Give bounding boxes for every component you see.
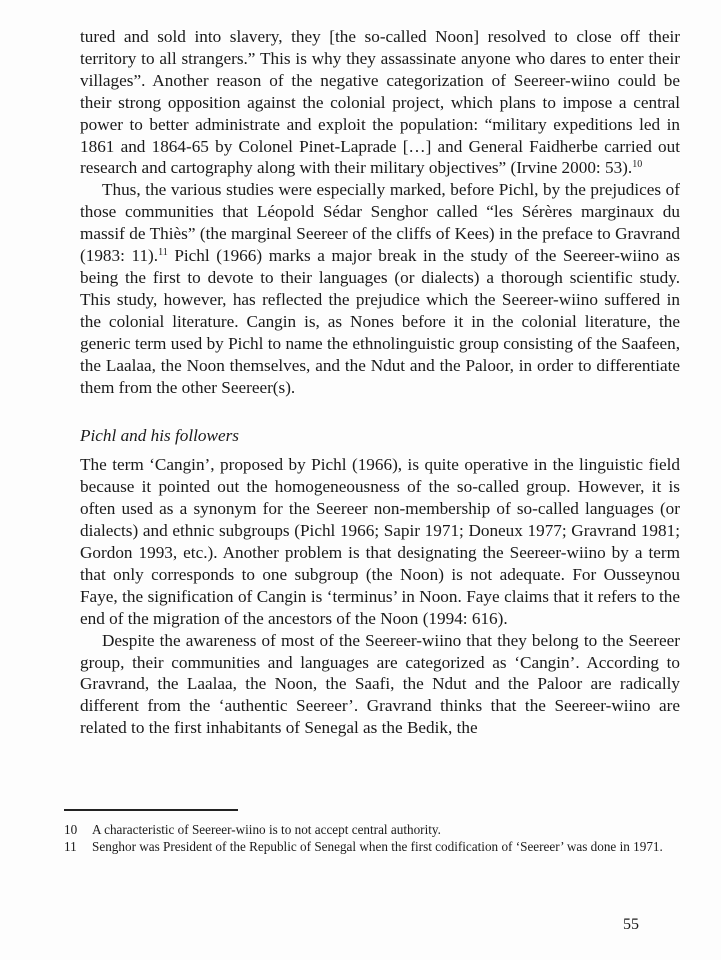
book-page — [64, 26, 680, 855]
footnote-text: Senghor was President of the Republic of Senegal when the first codification of ‘Seereer’ was done in 1971. — [92, 838, 663, 854]
page-number: 55 — [623, 916, 639, 933]
paragraph-pichl-break — [80, 179, 680, 398]
paragraph-text: tured and sold into slavery, they [the so-called Noon] resolved to close off their territory to all strangers.” This is why they assassinate anyone who dares to enter their villages”. Another reason of the negative categorization of Seereer-wiino could be their strong opposition against the colonial project, which plans to impose a central power to better administrate and exploit the population: “military expeditions led in 1861 and 1864-65 by Colonel Pinet-Laprade […] and General Faidherbe carried out research and cartography along with their military objectives” (Irvine 2000: 53). — [80, 27, 680, 178]
footnote-11 — [64, 838, 680, 855]
paragraph-text: Pichl (1966) marks a major break in the study of the Seereer-wiino as being the first to devote to their languages (or dialects) a thorough scientific study. This study, however, has reflected the prejudice which the Seereer-wiino suffered in the colonial literature. Cangin is, as Nones before it in the colonial literature, the generic term used by Pichl to name the ethnolinguistic group consisting of the Saafeen, the Laalaa, the Noon themselves, and the Ndut and the Paloor, in order to differentiate them from the other Seereer(s). — [80, 246, 680, 397]
paragraph-gravrand: Despite the awareness of most of the Seereer-wiino that they belong to the Seereer group, their communities and languages are categorized as ‘Cangin’. According to Gravrand, the Laalaa, the Noon, the Saafi, the Ndut and the Paloor are radically different from the ‘authentic Seereer’. Gravrand thinks that the Seereer-wiino are related to the first inhabitants of Senegal as the Bedik, the — [80, 630, 680, 738]
footnote-ref-11[interactable]: 11 — [158, 247, 168, 259]
paragraph-text: Thus, the various studies were especially marked, before Pichl, by the prejudices of those communities that Léopold Sédar Senghor called “les Sérères marginaux du massif de Thiès” (the marginal Seereer of the cliffs of Kees) in the preface to Gravrand (1983: 11). — [80, 180, 680, 266]
paragraph-colonial-opposition — [80, 26, 680, 179]
footnote-ref-10[interactable]: 10 — [632, 159, 643, 171]
footnote-number: 11 — [64, 838, 77, 854]
paragraph-cangin-term: The term ‘Cangin’, proposed by Pichl (1966), is quite operative in the linguistic field because it pointed out the homogeneousness of the so-called group. However, it is often used as a synonym for the Seereer non-membership of so-called languages (or dialects) and ethnic subgroups (Pichl 1966; Sapir 1971; Doneux 1977; Gravrand 1981; Gordon 1993, etc.). Another problem is that designating the Seereer-wiino by a term that only corresponds to one subgroup (the Noon) is not adequate. For Ousseynou Faye, the signification of Cangin is ‘terminus’ in Noon. Faye claims that it refers to the end of the migration of the ancestors of the Noon (1994: 616). — [80, 455, 680, 628]
footnote-divider — [64, 809, 238, 811]
section-heading: Pichl and his followers — [80, 426, 239, 446]
footnote-10 — [64, 821, 680, 838]
footnote-number: 10 — [64, 821, 78, 837]
footnote-text: A characteristic of Seereer-wiino is to not accept central authority. — [92, 821, 441, 837]
